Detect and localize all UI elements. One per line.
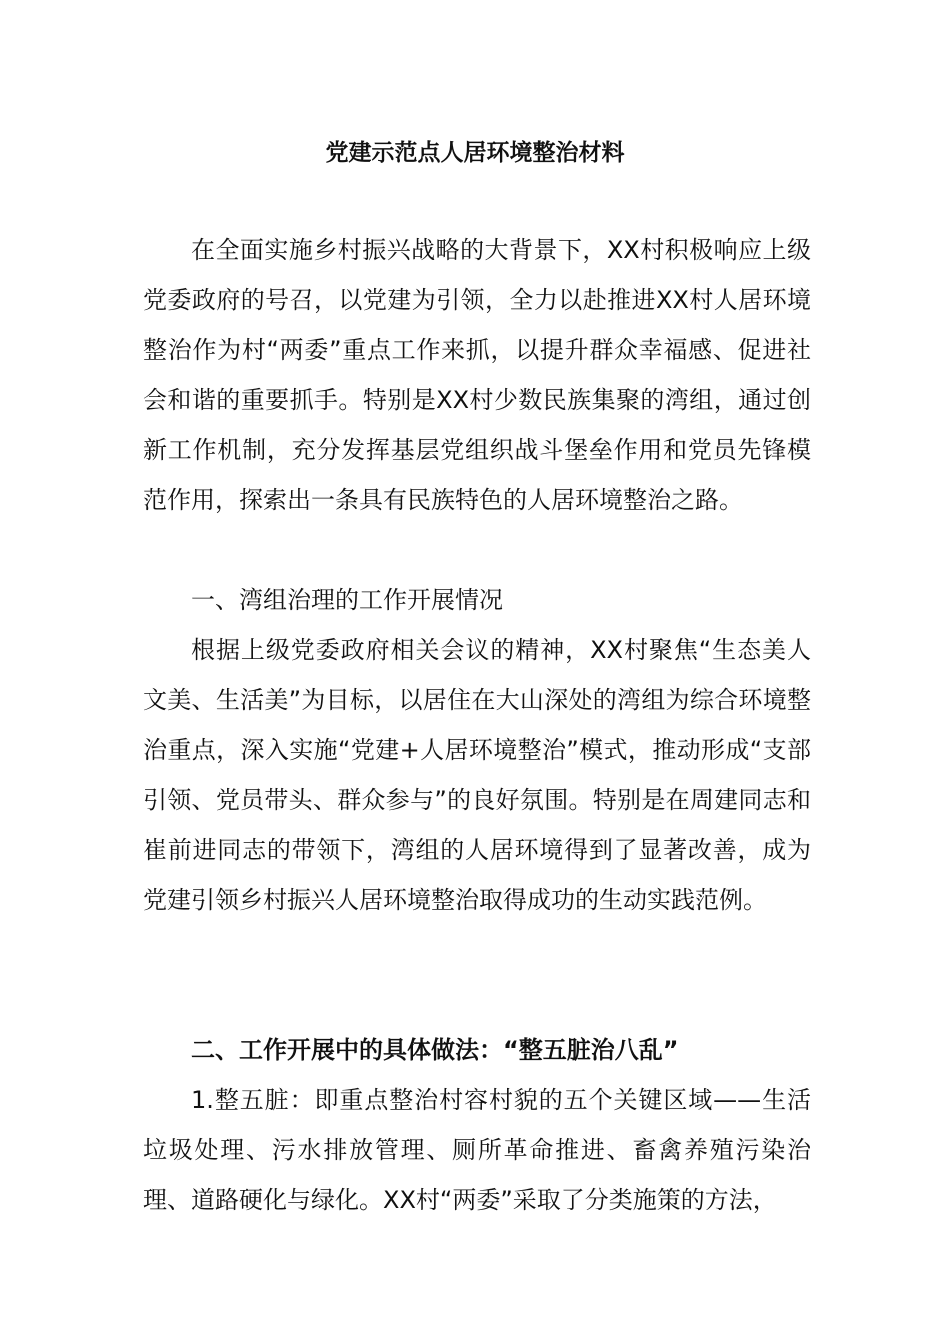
section-heading-1: 一、湾组治理的工作开展情况: [191, 586, 503, 614]
document-title: 党建示范点人居环境整治材料: [325, 140, 625, 166]
section-2-paragraph: 1.整五脏：即重点整治村容村貌的五个关键区域——生活垃圾处理、污水排放管理、厕所革命推进、畜禽养殖污染治理、道路硬化与绿化。XX村“两委”采取了分类施策的方法，: [143, 1086, 811, 1214]
section-1-paragraph: 根据上级党委政府相关会议的精神，XX村聚焦“生态美人文美、生活美”为目标，以居住在大山深处的湾组为综合环境整治重点，深入实施“党建+人居环境整治”模式，推动形成“支部引领、党员带头、群众参与”的良好氛围。特别是在周建同志和崔前进同志的带领下，湾组的人居环境得到了显著改善，成为党建引领乡村振兴人居环境整治取得成功的生动实践范例。: [143, 636, 811, 914]
intro-paragraph: 在全面实施乡村振兴战略的大背景下，XX村积极响应上级党委政府的号召，以党建为引领，全力以赴推进XX村人居环境整治作为村“两委”重点工作来抓，以提升群众幸福感、促进社会和谐的重要抓手。特别是XX村少数民族集聚的湾组，通过创新工作机制，充分发挥基层党组织战斗堡垒作用和党员先锋模范作用，探索出一条具有民族特色的人居环境整治之路。: [143, 236, 811, 514]
section-heading-2: 二、工作开展中的具体做法：“整五脏治八乱”: [191, 1036, 679, 1064]
